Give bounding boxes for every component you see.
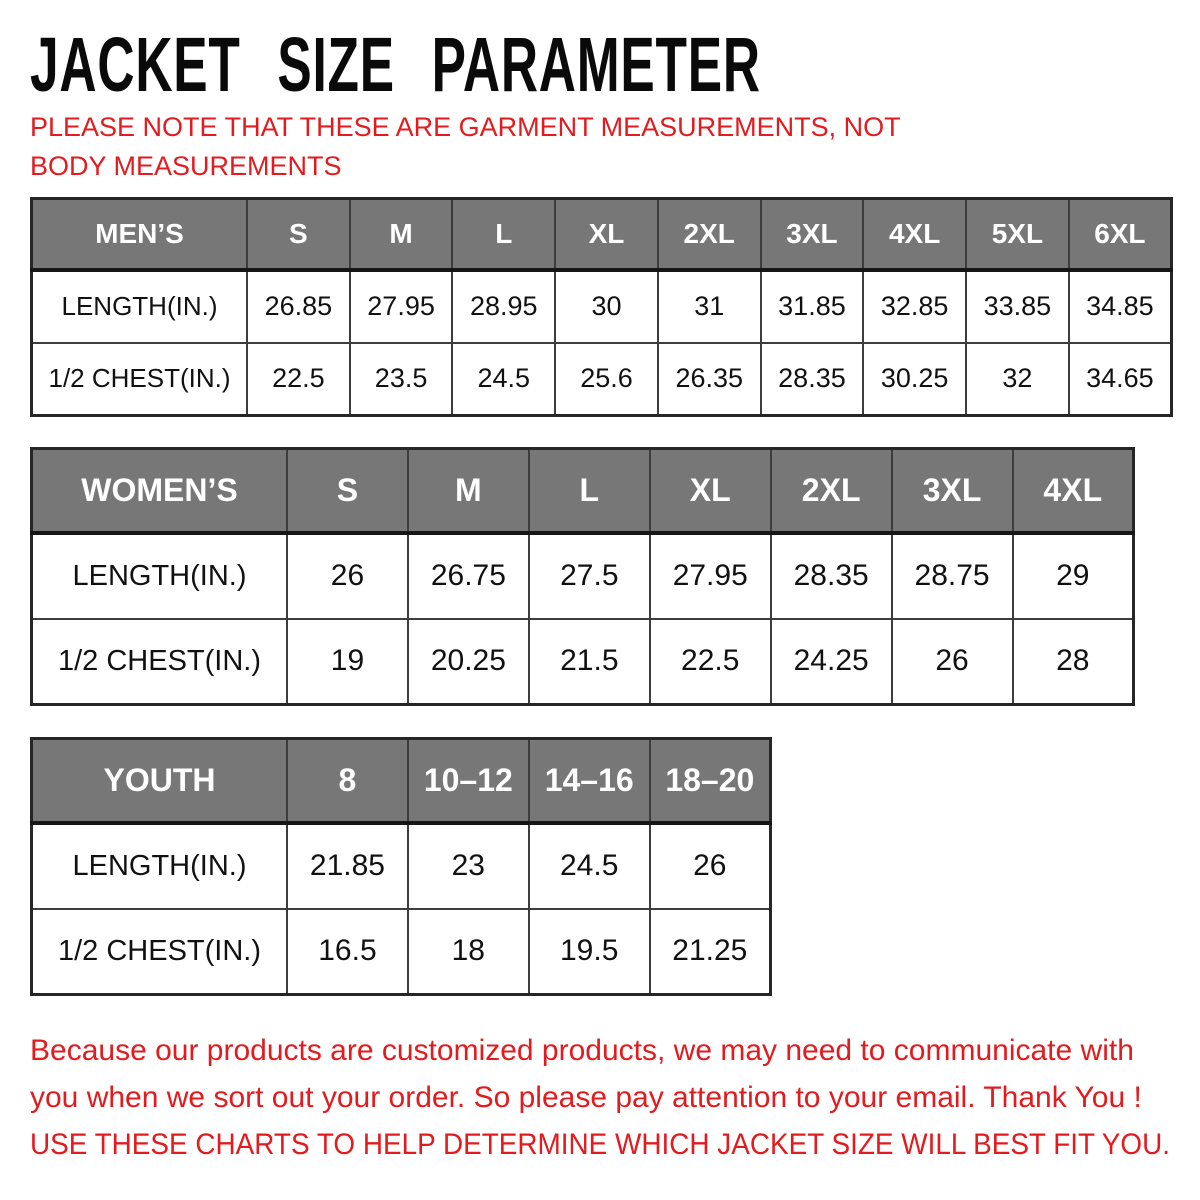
womens-value-cell: 27.5 (529, 533, 650, 619)
page-title (30, 20, 967, 107)
womens-row-label-cell: 1/2 CHEST(IN.) (32, 619, 288, 705)
youth-row-label-cell: LENGTH(IN.) (32, 823, 288, 909)
womens-table-title-cell: WOMEN’S (32, 449, 288, 533)
womens-size-header-cell: 2XL (771, 449, 892, 533)
womens-value-cell: 22.5 (650, 619, 771, 705)
mens-value-cell: 31.85 (761, 270, 864, 343)
mens-value-cell: 32.85 (863, 270, 966, 343)
mens-value-cell: 33.85 (966, 270, 1069, 343)
youth-value-cell: 26 (650, 823, 771, 909)
womens-value-cell: 26 (892, 619, 1013, 705)
mens-value-cell: 27.95 (350, 270, 453, 343)
mens-value-cell: 28.35 (761, 343, 864, 416)
mens-value-cell: 32 (966, 343, 1069, 416)
womens-size-header-cell: L (529, 449, 650, 533)
womens-data-row (32, 619, 1134, 705)
mens-size-table (30, 197, 1173, 417)
womens-size-header-cell: XL (650, 449, 771, 533)
womens-value-cell: 28 (1013, 619, 1134, 705)
mens-value-cell: 30 (555, 270, 658, 343)
mens-row-label-cell: LENGTH(IN.) (32, 270, 248, 343)
womens-value-cell: 26.75 (408, 533, 529, 619)
youth-header-row (32, 739, 771, 823)
youth-table-title-cell: YOUTH (32, 739, 288, 823)
youth-size-header-cell: 14–16 (529, 739, 650, 823)
mens-header-row (32, 199, 1172, 270)
womens-size-header-cell: S (287, 449, 408, 533)
womens-value-cell: 28.35 (771, 533, 892, 619)
womens-size-header-cell: 3XL (892, 449, 1013, 533)
mens-data-row (32, 270, 1172, 343)
womens-row-label-cell: LENGTH(IN.) (32, 533, 288, 619)
youth-data-row (32, 909, 771, 995)
youth-size-table (30, 737, 772, 996)
mens-table-title-cell: MEN’S (32, 199, 248, 270)
mens-value-cell: 25.6 (555, 343, 658, 416)
mens-size-header-cell: L (452, 199, 555, 270)
mens-size-header-cell: 5XL (966, 199, 1069, 270)
womens-value-cell: 27.95 (650, 533, 771, 619)
mens-size-header-cell: 4XL (863, 199, 966, 270)
garment-measurement-note: PLEASE NOTE THAT THESE ARE GARMENT MEASUREMENTS, NOT BODY MEASUREMENTS (30, 112, 901, 182)
mens-value-cell: 26.85 (247, 270, 350, 343)
mens-size-header-cell: XL (555, 199, 658, 270)
youth-value-cell: 23 (408, 823, 529, 909)
mens-value-cell: 34.85 (1069, 270, 1172, 343)
womens-value-cell: 26 (287, 533, 408, 619)
womens-data-row (32, 533, 1134, 619)
youth-size-header-cell: 10–12 (408, 739, 529, 823)
mens-row-label-cell: 1/2 CHEST(IN.) (32, 343, 248, 416)
womens-value-cell: 28.75 (892, 533, 1013, 619)
womens-value-cell: 21.5 (529, 619, 650, 705)
youth-value-cell: 18 (408, 909, 529, 995)
womens-value-cell: 29 (1013, 533, 1134, 619)
mens-value-cell: 34.65 (1069, 343, 1172, 416)
mens-value-cell: 26.35 (658, 343, 761, 416)
mens-value-cell: 23.5 (350, 343, 453, 416)
mens-value-cell: 30.25 (863, 343, 966, 416)
customization-notice: Because our products are customized products, we may need to communicate with you when we sort out your order. So please pay attention to your email. Thank You ! (30, 1034, 1142, 1114)
womens-value-cell: 24.25 (771, 619, 892, 705)
chart-usage-note (30, 1128, 1200, 1162)
youth-size-header-cell: 8 (287, 739, 408, 823)
mens-value-cell: 31 (658, 270, 761, 343)
womens-size-table (30, 447, 1135, 706)
womens-value-cell: 19 (287, 619, 408, 705)
mens-size-header-cell: M (350, 199, 453, 270)
mens-value-cell: 28.95 (452, 270, 555, 343)
youth-row-label-cell: 1/2 CHEST(IN.) (32, 909, 288, 995)
youth-data-row (32, 823, 771, 909)
youth-value-cell: 21.25 (650, 909, 771, 995)
page-title-text: JACKET SIZE PARAMETER (30, 21, 761, 107)
womens-size-header-cell: 4XL (1013, 449, 1134, 533)
mens-size-header-cell: 6XL (1069, 199, 1172, 270)
womens-header-row (32, 449, 1134, 533)
womens-size-header-cell: M (408, 449, 529, 533)
womens-value-cell: 20.25 (408, 619, 529, 705)
mens-value-cell: 24.5 (452, 343, 555, 416)
mens-data-row (32, 343, 1172, 416)
mens-value-cell: 22.5 (247, 343, 350, 416)
youth-value-cell: 21.85 (287, 823, 408, 909)
youth-value-cell: 16.5 (287, 909, 408, 995)
chart-usage-note-text: USE THESE CHARTS TO HELP DETERMINE WHICH JACKET SIZE WILL BEST FIT YOU. (30, 1128, 1171, 1161)
mens-size-header-cell: S (247, 199, 350, 270)
youth-value-cell: 19.5 (529, 909, 650, 995)
youth-value-cell: 24.5 (529, 823, 650, 909)
youth-size-header-cell: 18–20 (650, 739, 771, 823)
mens-size-header-cell: 2XL (658, 199, 761, 270)
mens-size-header-cell: 3XL (761, 199, 864, 270)
